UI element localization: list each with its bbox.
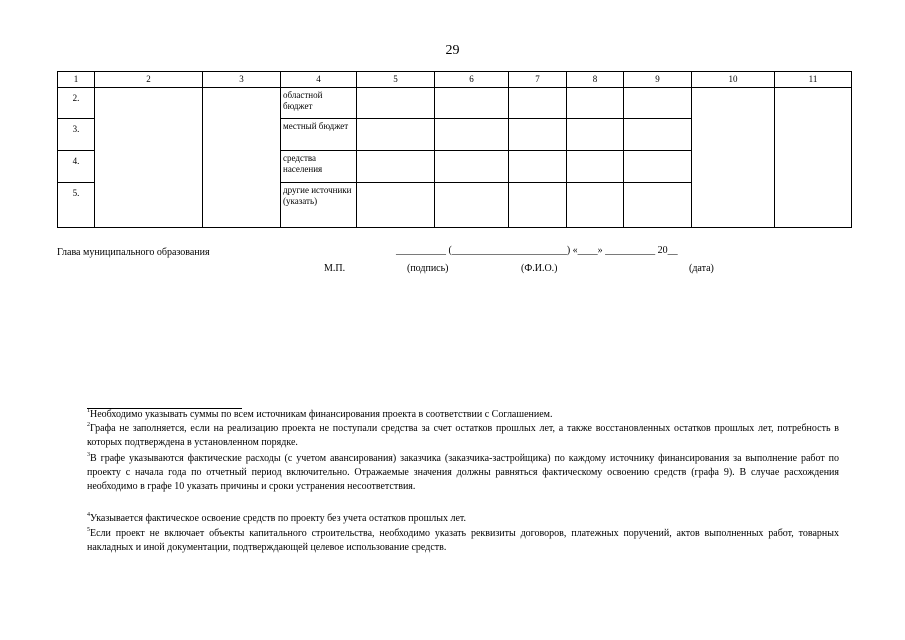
col-header: 6 (435, 72, 509, 88)
footnote: $^2$Графа не заполняется, если на реализацию проекта не поступали средства за счет остатков прошлых лет, а также восстановленных остатков прошлых лет, потребность в которых подтверждена в установленном порядке. (87, 422, 839, 448)
table-cell (567, 151, 624, 183)
row-number: 3. (58, 119, 95, 151)
col-header: 10 (692, 72, 775, 88)
table-cell (435, 182, 509, 227)
table-cell (357, 119, 435, 151)
col-header: 5 (357, 72, 435, 88)
table-cell (624, 151, 692, 183)
footnote: $^3$В графе указываются фактические расходы (с учетом авансирования) заказчика (заказчика-застройщика) по каждому источнику финансирования за выполнение работ по проекту с начала года по отчетный период включительно. Отражаемые значения должны равняться фактическому освоению средств (графа 9). В случае расхождения необходимо в графе 10 указать причины и сроки устранения несоответствия. (87, 452, 839, 492)
funding-source: средства населения (281, 151, 357, 183)
col-header: 3 (203, 72, 281, 88)
table-cell (567, 88, 624, 119)
signatory-title: Глава муниципального образования (57, 247, 210, 258)
col-header: 8 (567, 72, 624, 88)
signature-label: (подпись) (407, 263, 449, 274)
table-cell (567, 182, 624, 227)
merged-cell (203, 88, 281, 228)
page-number: 29 (445, 43, 460, 58)
footnote: $^4$Указывается фактическое освоение средств по проекту без учета остатков прошлых лет. (87, 512, 467, 524)
stamp-label: М.П. (324, 263, 346, 274)
table-row (58, 88, 852, 119)
table-cell (509, 151, 567, 183)
col-header: 9 (624, 72, 692, 88)
row-number: 5. (58, 182, 95, 227)
table-cell (435, 119, 509, 151)
merged-cell (692, 88, 775, 228)
table-cell (624, 88, 692, 119)
signature-blanks: __________ (_______________________) «____» __________ 20__ (396, 245, 678, 256)
merged-cell (775, 88, 852, 228)
table-cell (624, 182, 692, 227)
table-cell (567, 119, 624, 151)
table-cell (509, 182, 567, 227)
fio-label: (Ф.И.О.) (521, 263, 558, 274)
footnote: $^1$Необходимо указывать суммы по всем источникам финансирования проекта в соответствии с Соглашением. (87, 408, 553, 420)
merged-cell (95, 88, 203, 228)
table-cell (357, 151, 435, 183)
footnote: $^5$Если проект не включает объекты капитального строительства, необходимо указать реквизиты договоров, платежных поручений, актов выполненных работ, товарных накладных и иной документации, подтверждающей целевое использование средств. (87, 527, 839, 553)
table-cell (357, 182, 435, 227)
col-header: 4 (281, 72, 357, 88)
header-row (58, 72, 852, 88)
report-table (57, 71, 852, 228)
date-label: (дата) (689, 263, 714, 274)
funding-source: местный бюджет (281, 119, 357, 151)
table-cell (624, 119, 692, 151)
funding-source: областной бюджет (281, 88, 357, 119)
table-cell (357, 88, 435, 119)
row-number: 2. (58, 88, 95, 119)
table-cell (435, 151, 509, 183)
table-cell (509, 119, 567, 151)
table-cell (509, 88, 567, 119)
table-cell (435, 88, 509, 119)
col-header: 2 (95, 72, 203, 88)
row-number: 4. (58, 151, 95, 183)
col-header: 11 (775, 72, 852, 88)
funding-source: другие источники (указать) (281, 182, 357, 227)
col-header: 7 (509, 72, 567, 88)
col-header: 1 (58, 72, 95, 88)
